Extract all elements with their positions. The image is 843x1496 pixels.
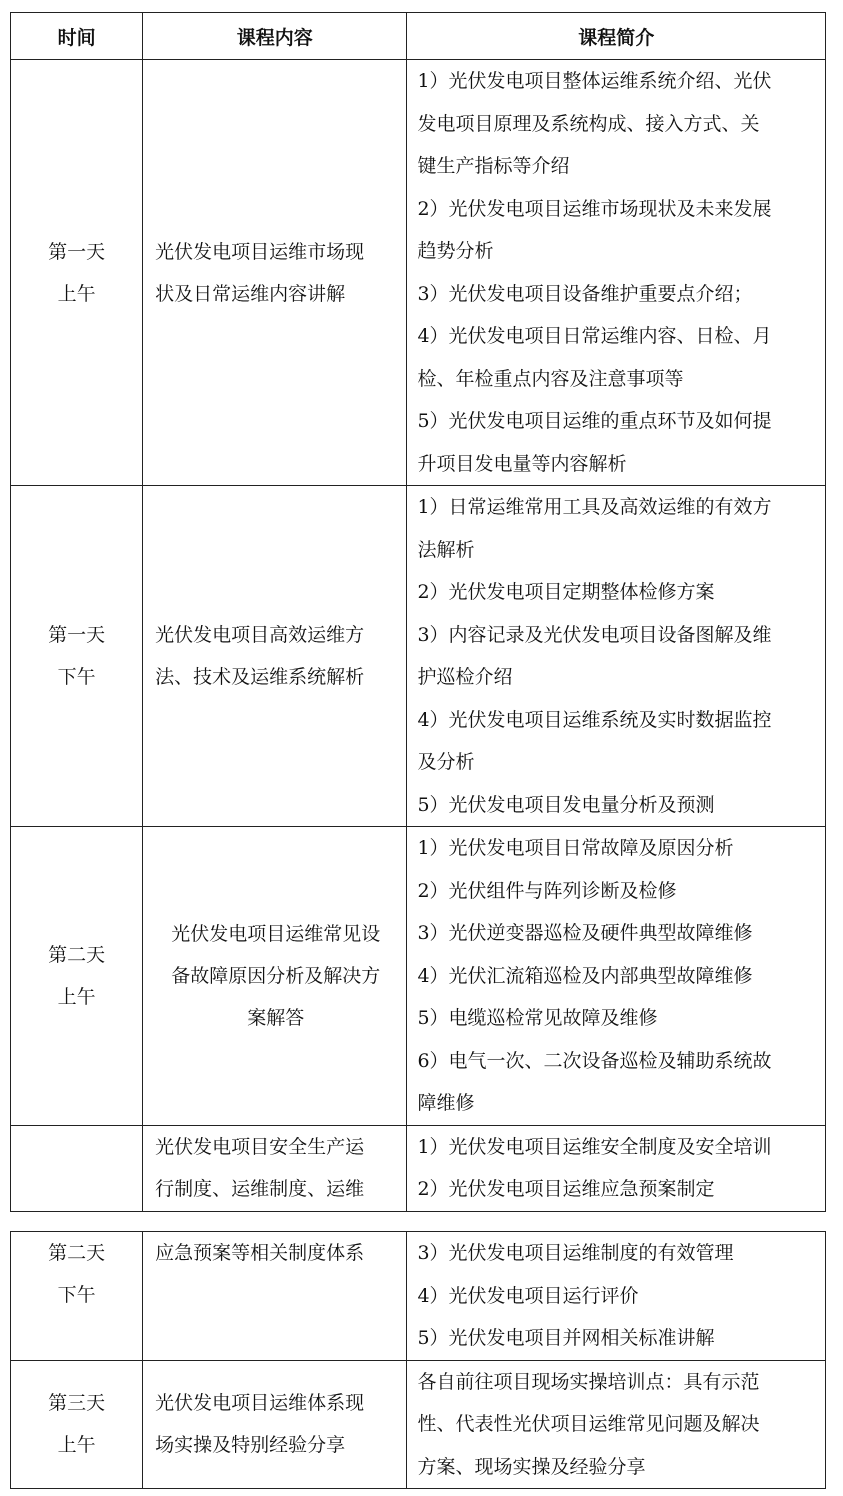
cell-content xyxy=(143,1125,407,1211)
time-text: 上午 xyxy=(57,1434,96,1457)
cell-intro xyxy=(407,1125,826,1211)
cell-content xyxy=(143,1232,407,1361)
content-text: 应急预案等相关制度体系 xyxy=(155,1242,365,1264)
intro-line: 障维修 xyxy=(417,1092,475,1114)
intro-line: 1）日常运维常用工具及高效运维的有效方 xyxy=(417,496,772,518)
content-text: 光伏发电项目安全生产运 xyxy=(155,1136,365,1158)
content-text: 备故障原因分析及解决方 xyxy=(171,964,381,987)
time-text: 第一天 xyxy=(48,240,106,263)
time-text: 下午 xyxy=(57,666,96,688)
intro-line: 4）光伏汇流箱巡检及内部典型故障维修 xyxy=(417,964,753,987)
time-text: 下午 xyxy=(57,1284,96,1306)
intro-line: 2）光伏发电项目运维应急预案制定 xyxy=(417,1178,715,1200)
cell-intro xyxy=(407,827,826,1126)
cell-time xyxy=(11,827,143,1126)
table-row xyxy=(11,1360,826,1489)
cell-intro xyxy=(407,60,826,486)
time-text: 上午 xyxy=(57,985,96,1008)
intro-line: 2）光伏发电项目定期整体检修方案 xyxy=(417,581,715,603)
time-text: 第一天 xyxy=(48,624,106,646)
course-schedule-table xyxy=(10,12,826,1212)
intro-line: 方案、现场实操及经验分享 xyxy=(417,1455,646,1478)
time-text: 上午 xyxy=(57,282,96,305)
intro-line: 键生产指标等介绍 xyxy=(417,155,570,177)
intro-line: 2）光伏组件与阵列诊断及检修 xyxy=(417,879,677,902)
header-intro: 课程简介 xyxy=(407,13,826,60)
intro-line: 5）光伏发电项目运维的重点环节及如何提 xyxy=(417,410,772,432)
table-row xyxy=(11,1125,826,1211)
cell-time xyxy=(11,1232,143,1361)
intro-line: 护巡检介绍 xyxy=(417,666,513,688)
cell-time xyxy=(11,1125,143,1211)
cell-time xyxy=(11,60,143,486)
content-text: 光伏发电项目运维市场现 xyxy=(155,240,365,263)
content-text: 光伏发电项目运维常见设 xyxy=(171,922,381,945)
content-text: 法、技术及运维系统解析 xyxy=(155,666,365,688)
table-row xyxy=(11,486,826,827)
cell-intro xyxy=(407,1360,826,1489)
content-text: 光伏发电项目运维体系现 xyxy=(155,1392,365,1415)
intro-line: 法解析 xyxy=(417,538,475,561)
time-text: 第二天 xyxy=(48,1242,106,1264)
content-text: 场实操及特别经验分享 xyxy=(155,1434,346,1457)
intro-line: 发电项目原理及系统构成、接入方式、关 xyxy=(417,112,760,135)
cell-content xyxy=(143,60,407,486)
cell-content xyxy=(143,827,407,1126)
intro-line: 3）光伏逆变器巡检及硬件典型故障维修 xyxy=(417,922,753,944)
intro-line: 5）光伏发电项目发电量分析及预测 xyxy=(417,793,715,816)
intro-line: 5）电缆巡检常见故障及维修 xyxy=(417,1007,658,1029)
content-text: 案解答 xyxy=(247,1006,305,1029)
cell-intro xyxy=(407,486,826,827)
cell-time xyxy=(11,486,143,827)
intro-line: 1）光伏发电项目日常故障及原因分析 xyxy=(417,837,734,859)
table-row xyxy=(11,827,826,1126)
header-content: 课程内容 xyxy=(143,13,407,60)
intro-line: 4）光伏发电项目运维系统及实时数据监控 xyxy=(417,708,772,731)
intro-line: 1）光伏发电项目整体运维系统介绍、光伏 xyxy=(417,70,772,92)
time-text: 第二天 xyxy=(48,943,106,966)
header-time: 时间 xyxy=(11,13,143,60)
table-header-row xyxy=(11,13,826,60)
intro-line: 4）光伏发电项目运行评价 xyxy=(417,1284,639,1307)
intro-line: 3）光伏发电项目运维制度的有效管理 xyxy=(417,1242,734,1264)
intro-line: 1）光伏发电项目运维安全制度及安全培训 xyxy=(417,1135,772,1158)
cell-content xyxy=(143,1360,407,1489)
intro-line: 检、年检重点内容及注意事项等 xyxy=(417,367,684,390)
intro-line: 4）光伏发电项目日常运维内容、日检、月 xyxy=(417,325,772,347)
intro-line: 3）光伏发电项目设备维护重要点介绍； xyxy=(417,282,753,305)
intro-line: 2）光伏发电项目运维市场现状及未来发展 xyxy=(417,197,772,220)
intro-line: 各自前往项目现场实操培训点：具有示范 xyxy=(417,1370,760,1393)
cell-content xyxy=(143,486,407,827)
intro-line: 6）电气一次、二次设备巡检及辅助系统故 xyxy=(417,1049,772,1072)
intro-line: 3）内容记录及光伏发电项目设备图解及维 xyxy=(417,623,772,646)
time-text: 第三天 xyxy=(48,1392,106,1415)
intro-line: 性、代表性光伏项目运维常见问题及解决 xyxy=(417,1413,760,1435)
course-schedule-table-continued xyxy=(10,1231,826,1489)
intro-line: 5）光伏发电项目并网相关标准讲解 xyxy=(417,1327,715,1349)
intro-line: 及分析 xyxy=(417,751,475,773)
intro-line: 升项目发电量等内容解析 xyxy=(417,452,627,475)
content-text: 状及日常运维内容讲解 xyxy=(155,282,346,305)
cell-intro xyxy=(407,1232,826,1361)
content-text: 行制度、运维制度、运维 xyxy=(155,1178,365,1200)
content-text: 光伏发电项目高效运维方 xyxy=(155,624,365,646)
table-row xyxy=(11,60,826,486)
cell-time xyxy=(11,1360,143,1489)
table-row xyxy=(11,1232,826,1361)
intro-line: 趋势分析 xyxy=(417,240,494,262)
